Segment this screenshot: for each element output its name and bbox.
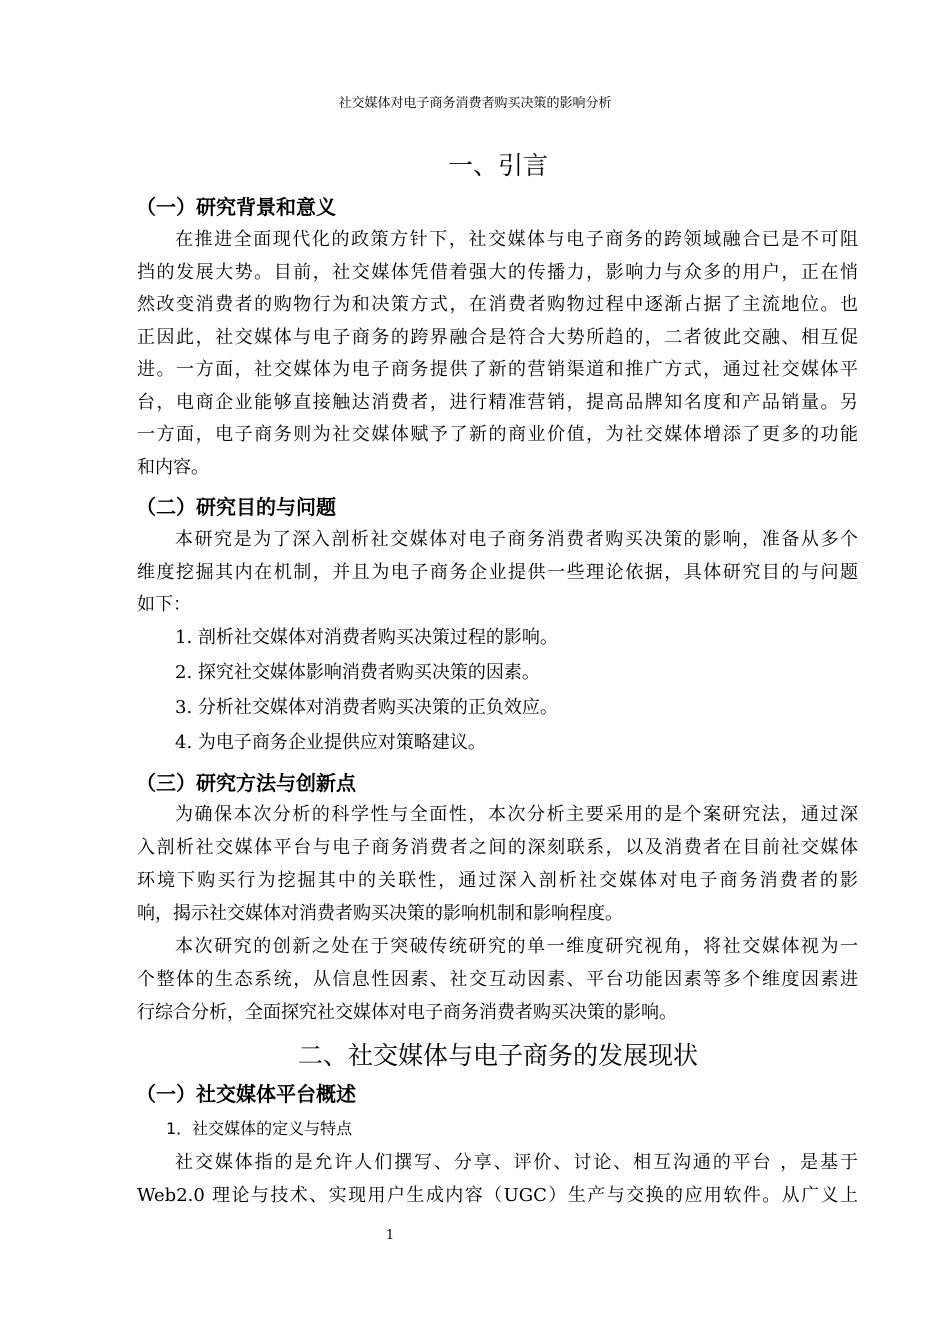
page-number: 1 <box>385 1228 395 1243</box>
paragraph-line: 正因此，社交媒体与电子商务的跨界融合是符合大势所趋的，二者彼此交融、相互促 <box>137 327 858 348</box>
paragraph-line: 在推进全面现代化的政策方针下，社交媒体与电子商务的跨领域融合已是不可阻 <box>175 229 858 250</box>
paragraph-line: 入剖析社交媒体平台与电子商务消费者之间的深刻联系，以及消费者在目前社交媒体 <box>137 837 858 858</box>
paragraph-line: 维度挖掘其内在机制，并且为电子商务企业提供一些理论依据，具体研究目的与问题 <box>137 562 858 583</box>
paragraph-line: 环境下购买行为挖掘其中的关联性，通过深入剖析社交媒体对电子商务消费者的影 <box>137 870 858 891</box>
section-heading: （一）研究背景和意义 <box>136 195 336 219</box>
running-header: 社交媒体对电子商务消费者购买决策的影响分析 <box>338 96 612 111</box>
paragraph-line: 响，揭示社交媒体对消费者购买决策的影响机制和影响程度。 <box>137 903 623 924</box>
section-heading: （三）研究方法与创新点 <box>136 771 356 795</box>
paragraph-line: 一方面，电子商务则为社交媒体赋予了新的商业价值，为社交媒体增添了更多的功能 <box>137 424 858 445</box>
paragraph-line: 本次研究的创新之处在于突破传统研究的单一维度研究视角，将社交媒体视为一 <box>175 936 858 957</box>
section-heading: （一）社交媒体平台概述 <box>136 1082 356 1106</box>
paragraph-line: 进。一方面，社交媒体为电子商务提供了新的营销渠道和推广方式，通过社交媒体平 <box>137 359 858 380</box>
list-item: 2. 探究社交媒体影响消费者购买决策的因素。 <box>175 662 540 683</box>
paragraph-line: 为确保本次分析的科学性与全面性，本次分析主要采用的是个案研究法，通过深 <box>175 804 858 825</box>
paragraph-line: 如下： <box>137 594 191 615</box>
paragraph-line: Web2.0 理论与技术、实现用户生成内容（UGC）生产与交换的应用软件。从广义上 <box>137 1185 858 1206</box>
paragraph-line: 挡的发展大势。目前，社交媒体凭借着强大的传播力，影响力与众多的用户，正在悄 <box>137 262 858 283</box>
paragraph-line: 个整体的生态系统，从信息性因素、社交互动因素、平台功能因素等多个维度因素进 <box>137 969 858 990</box>
paragraph-line: 然改变消费者的购物行为和决策方式，在消费者购物过程中逐渐占据了主流地位。也 <box>137 294 858 315</box>
paragraph-line: 台，电商企业能够直接触达消费者，进行精准营销，提高品牌知名度和产品销量。另 <box>137 392 858 413</box>
list-item: 3. 分析社交媒体对消费者购买决策的正负效应。 <box>175 697 558 718</box>
list-item: 4. 为电子商务企业提供应对策略建议。 <box>175 732 486 753</box>
section-heading: （二）研究目的与问题 <box>136 495 336 519</box>
chapter-title: 一、引言 <box>447 151 548 180</box>
paragraph-line: 行综合分析，全面探究社交媒体对电子商务消费者购买决策的影响。 <box>137 1002 677 1023</box>
paragraph-line: 社交媒体指的是允许人们撰写、分享、评价、讨论、相互沟通的平台 ，是基于 <box>175 1152 858 1173</box>
paragraph-line: 和内容。 <box>137 457 209 478</box>
chapter-title: 二、社交媒体与电子商务的发展现状 <box>297 1041 698 1070</box>
list-item: 1. 剖析社交媒体对消费者购买决策过程的影响。 <box>175 627 558 648</box>
subsection-heading: 1．社交媒体的定义与特点 <box>166 1119 353 1138</box>
paragraph-line: 本研究是为了深入剖析社交媒体对电子商务消费者购买决策的影响，准备从多个 <box>175 529 858 550</box>
